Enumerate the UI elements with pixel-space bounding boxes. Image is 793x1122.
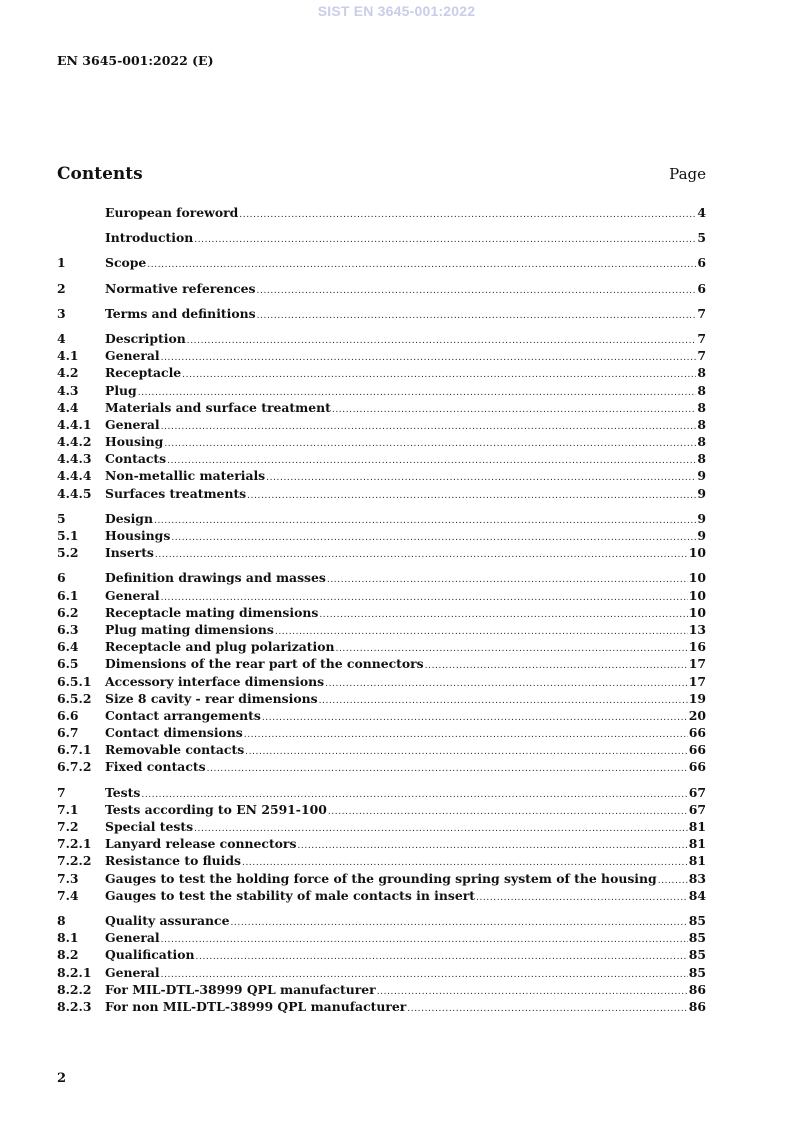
toc-entry-title: General: [105, 930, 160, 946]
toc-entry[interactable]: [57, 742, 706, 759]
toc-entry[interactable]: [57, 802, 706, 819]
toc-entry-title: Introduction: [105, 230, 194, 246]
toc-entry-page: 67: [688, 784, 706, 800]
toc-entry-page: 83: [688, 870, 706, 886]
toc-dot-leader: [141, 790, 687, 800]
toc-entry[interactable]: [57, 417, 706, 434]
toc-entry-page: 16: [688, 639, 706, 655]
toc-dot-leader: [194, 235, 696, 245]
toc-entry-number: 8.2.3: [57, 998, 92, 1014]
toc-entry-title: Dimensions of the rear part of the connectors: [105, 656, 424, 672]
toc-entry-number: 6.5: [57, 656, 79, 672]
toc-entry-title: Receptacle and plug polarization: [105, 639, 335, 655]
watermark: SIST EN 3645-001:2022: [317, 3, 476, 19]
toc-entry[interactable]: [57, 511, 706, 528]
toc-entry-page: 4: [697, 205, 706, 220]
toc-entry-page: 84: [688, 887, 706, 903]
toc-entry-title: General: [105, 587, 160, 603]
toc-dot-leader: [194, 824, 688, 834]
toc-entry-number: 6.4: [57, 639, 79, 655]
toc-entry-title: Materials and surface treatment: [105, 399, 331, 415]
toc-entry-title: Plug mating dimensions: [105, 621, 274, 637]
toc-entry-page: 9: [697, 485, 706, 501]
toc-entry-title: European foreword: [105, 205, 239, 220]
toc-entry-title: Plug: [105, 382, 137, 398]
toc-dot-leader: [230, 918, 687, 928]
toc-entry[interactable]: [57, 999, 706, 1016]
footer-page-number: 2: [57, 1071, 67, 1086]
toc-entry-title: Gauges to test the holding force of the grounding spring system of the housing: [105, 870, 657, 886]
toc-entry[interactable]: [57, 708, 706, 725]
toc-entry-page: 81: [688, 853, 706, 869]
contents-header: [57, 164, 706, 186]
toc-dot-leader: [161, 970, 688, 980]
toc-entry[interactable]: [57, 965, 706, 982]
toc-entry-number: 6.1: [57, 587, 79, 603]
toc-entry-number: 7.1: [57, 801, 79, 817]
toc-entry-page: 8: [697, 416, 706, 432]
toc-entry-title: Quality assurance: [105, 912, 230, 928]
toc-dot-leader: [266, 473, 696, 483]
toc-entry[interactable]: [57, 871, 706, 888]
toc-dot-leader: [138, 388, 697, 398]
toc-entry-number: 6.2: [57, 604, 79, 620]
toc-entry-page: 9: [697, 468, 706, 484]
toc-entry[interactable]: [57, 725, 706, 742]
toc-entry-title: Contact arrangements: [105, 707, 261, 723]
toc-entry[interactable]: [57, 982, 706, 999]
toc-entry-number: 6.5.2: [57, 690, 92, 706]
toc-entry-title: General: [105, 348, 160, 364]
toc-entry-page: 81: [688, 819, 706, 834]
toc-entry-title: Fixed contacts: [105, 759, 206, 775]
toc-entry-title: Accessory interface dimensions: [105, 673, 325, 689]
contents-title: Contents: [57, 164, 143, 184]
toc-entry-number: 6.6: [57, 707, 79, 723]
toc-dot-leader: [182, 370, 696, 380]
toc-entry-title: Terms and definitions: [105, 305, 256, 321]
toc-entry-title: For MIL-DTL-38999 QPL manufacturer: [105, 981, 376, 997]
toc-dot-leader: [239, 210, 696, 220]
toc-entry[interactable]: [57, 400, 706, 417]
toc-entry[interactable]: [57, 528, 706, 545]
toc-entry-number: 5.2: [57, 545, 79, 561]
toc-entry-title: For non MIL-DTL-38999 QPL manufacturer: [105, 998, 407, 1014]
toc-entry-title: Receptacle mating dimensions: [105, 604, 319, 620]
toc-dot-leader: [154, 516, 696, 526]
toc-entry[interactable]: [57, 205, 706, 222]
toc-entry-number: 4.4.3: [57, 451, 92, 467]
toc-entry-number: 6: [57, 570, 66, 586]
toc-entry-page: 13: [688, 621, 706, 637]
toc-entry-number: 4.4.2: [57, 434, 92, 450]
toc-entry-title: Qualification: [105, 947, 195, 963]
toc-entry[interactable]: [57, 306, 706, 323]
toc-dot-leader: [161, 593, 688, 603]
toc-entry-page: 86: [688, 981, 706, 997]
toc-entry-page: 67: [688, 801, 706, 817]
toc-entry[interactable]: [57, 913, 706, 930]
toc-dot-leader: [242, 858, 688, 868]
toc-dot-leader: [257, 311, 697, 321]
toc-dot-leader: [161, 422, 697, 432]
toc-entry-title: Size 8 cavity - rear dimensions: [105, 690, 318, 706]
toc-entry-page: 66: [688, 742, 706, 758]
toc-entry-page: 9: [697, 528, 706, 543]
toc-entry-number: 7.2: [57, 819, 79, 834]
toc-entry[interactable]: [57, 230, 706, 247]
toc-entry[interactable]: [57, 622, 706, 639]
toc-entry-number: 6.7: [57, 725, 79, 741]
toc-entry-number: 4: [57, 330, 66, 346]
toc-entry-title: Scope: [105, 255, 147, 271]
toc-dot-leader: [164, 439, 696, 449]
toc-entry-page: 7: [697, 305, 706, 321]
toc-entry-number: 7: [57, 784, 66, 800]
toc-dot-leader: [658, 876, 688, 886]
toc-entry-number: 8.1: [57, 930, 79, 946]
toc-dot-leader: [161, 353, 697, 363]
toc-entry[interactable]: [57, 888, 706, 905]
toc-entry-title: Special tests: [105, 819, 194, 834]
toc-entry-number: 4.4: [57, 399, 79, 415]
toc-entry-page: 85: [688, 964, 706, 980]
toc-dot-leader: [328, 807, 688, 817]
toc-entry-title: Receptacle: [105, 365, 182, 381]
toc-entry-page: 10: [688, 604, 706, 620]
toc-entry-page: 8: [697, 365, 706, 381]
toc-entry-page: 85: [688, 930, 706, 946]
toc-dot-leader: [262, 713, 688, 723]
toc-entry-number: 7.4: [57, 887, 79, 903]
toc-dot-leader: [167, 456, 696, 466]
toc-entry-number: 8: [57, 912, 66, 928]
toc-entry-title: Tests: [105, 784, 141, 800]
toc-dot-leader: [147, 260, 696, 270]
toc-entry-page: 66: [688, 725, 706, 741]
toc-entry-page: 8: [697, 451, 706, 467]
toc-entry[interactable]: [57, 348, 706, 365]
toc-entry-title: Removable contacts: [105, 742, 245, 758]
toc-entry-page: 8: [697, 399, 706, 415]
toc-entry[interactable]: [57, 281, 706, 298]
toc-entry[interactable]: [57, 639, 706, 656]
toc-entry[interactable]: [57, 605, 706, 622]
toc-entry-page: 85: [688, 912, 706, 928]
toc-entry-page: 6: [697, 280, 706, 296]
toc-entry-page: 20: [688, 707, 706, 723]
toc-dot-leader: [244, 730, 688, 740]
toc-entry-page: 10: [688, 587, 706, 603]
toc-entry-number: 5: [57, 510, 66, 526]
toc-dot-leader: [476, 893, 688, 903]
toc-dot-leader: [325, 679, 688, 689]
toc-entry-number: 7.2.2: [57, 853, 92, 869]
toc-entry-number: 4.4.5: [57, 485, 92, 501]
toc-dot-leader: [425, 661, 688, 671]
toc-entry-title: General: [105, 964, 160, 980]
toc-entry[interactable]: [57, 947, 706, 964]
toc-entry-page: 8: [697, 434, 706, 450]
toc-entry-number: 6.3: [57, 621, 79, 637]
toc-entry[interactable]: [57, 255, 706, 272]
toc-entry-number: 8.2: [57, 947, 79, 963]
toc-entry-page: 8: [697, 382, 706, 398]
toc-entry-page: 9: [697, 510, 706, 526]
toc-entry-number: 4.3: [57, 382, 79, 398]
toc-dot-leader: [336, 644, 688, 654]
toc-entry-number: 8.2.2: [57, 981, 92, 997]
toc-dot-leader: [377, 987, 688, 997]
toc-entry-title: Lanyard release connectors: [105, 836, 297, 852]
toc-dot-leader: [245, 747, 688, 757]
toc-entry[interactable]: [57, 836, 706, 853]
toc-dot-leader: [207, 764, 688, 774]
toc-entry-page: 19: [688, 690, 706, 706]
toc-entry-title: General: [105, 416, 160, 432]
toc-entry[interactable]: [57, 691, 706, 708]
toc-entry[interactable]: [57, 674, 706, 691]
toc-entry[interactable]: [57, 759, 706, 776]
toc-entry-page: 81: [688, 836, 706, 852]
toc-dot-leader: [247, 491, 696, 501]
toc-dot-leader: [319, 610, 687, 620]
toc-entry-page: 17: [688, 656, 706, 672]
toc-entry-number: 6.7.1: [57, 742, 92, 758]
toc-entry-page: 5: [697, 230, 706, 246]
toc-entry[interactable]: [57, 486, 706, 503]
toc-entry-title: Gauges to test the stability of male contacts in insert: [105, 887, 475, 903]
toc-entry-number: 2: [57, 280, 66, 296]
toc-entry-page: 86: [688, 998, 706, 1014]
toc-entry-page: 66: [688, 759, 706, 775]
toc-entry-page: 10: [688, 545, 706, 561]
toc-entry-title: Normative references: [105, 280, 256, 296]
toc-entry-page: 10: [688, 570, 706, 586]
toc-entry-page: 7: [697, 330, 706, 346]
toc-entry[interactable]: [57, 930, 706, 947]
toc-entry-number: 4.4.1: [57, 416, 92, 432]
toc-entry-number: 7.2.1: [57, 836, 92, 852]
toc-entry[interactable]: [57, 434, 706, 451]
toc-entry-number: 6.7.2: [57, 759, 92, 775]
toc-entry-page: 85: [688, 947, 706, 963]
toc-entry-title: Inserts: [105, 545, 154, 561]
toc-entry-title: Description: [105, 330, 186, 346]
toc-entry[interactable]: [57, 468, 706, 485]
toc-dot-leader: [257, 286, 697, 296]
toc-dot-leader: [196, 952, 688, 962]
toc-entry-title: Contact dimensions: [105, 725, 243, 741]
toc-entry-title: Design: [105, 510, 153, 526]
toc-entry-title: Surfaces treatments: [105, 485, 247, 501]
toc-entry-number: 6.5.1: [57, 673, 92, 689]
toc-entry-title: Contacts: [105, 451, 167, 467]
toc-dot-leader: [327, 575, 688, 585]
toc-dot-leader: [332, 405, 697, 415]
toc-entry-title: Non-metallic materials: [105, 468, 266, 484]
page-column-label: Page: [669, 165, 706, 183]
toc-dot-leader: [171, 533, 696, 543]
toc-dot-leader: [275, 627, 688, 637]
toc-entry[interactable]: [57, 545, 706, 562]
toc-dot-leader: [161, 935, 688, 945]
toc-dot-leader: [155, 550, 688, 560]
toc-entry-page: 7: [697, 348, 706, 364]
toc-entry[interactable]: [57, 331, 706, 348]
table-of-contents: [57, 205, 706, 1016]
toc-dot-leader: [407, 1004, 687, 1014]
toc-entry[interactable]: [57, 853, 706, 870]
toc-entry[interactable]: [57, 451, 706, 468]
toc-dot-leader: [187, 336, 697, 346]
toc-entry[interactable]: [57, 819, 706, 836]
toc-entry-number: 4.2: [57, 365, 79, 381]
toc-entry-number: 1: [57, 255, 66, 271]
toc-entry[interactable]: [57, 383, 706, 400]
toc-entry-title: Housing: [105, 434, 164, 450]
toc-dot-leader: [319, 696, 688, 706]
toc-entry[interactable]: [57, 365, 706, 382]
toc-entry-number: 8.2.1: [57, 964, 92, 980]
toc-entry-title: Definition drawings and masses: [105, 570, 326, 586]
toc-dot-leader: [297, 841, 687, 851]
toc-entry[interactable]: [57, 570, 706, 587]
toc-entry-title: Tests according to EN 2591-100: [105, 801, 327, 817]
document-id: EN 3645-001:2022 (E): [57, 53, 214, 68]
toc-entry[interactable]: [57, 588, 706, 605]
toc-entry-title: Resistance to fluids: [105, 853, 242, 869]
toc-entry-page: 6: [697, 255, 706, 271]
toc-entry-number: 3: [57, 305, 66, 321]
toc-entry[interactable]: [57, 656, 706, 673]
toc-entry-title: Housings: [105, 528, 171, 543]
toc-entry-page: 17: [688, 673, 706, 689]
toc-entry-number: 4.1: [57, 348, 79, 364]
toc-entry-number: 7.3: [57, 870, 79, 886]
toc-entry-number: 5.1: [57, 528, 79, 543]
toc-entry[interactable]: [57, 785, 706, 802]
toc-entry-number: 4.4.4: [57, 468, 92, 484]
